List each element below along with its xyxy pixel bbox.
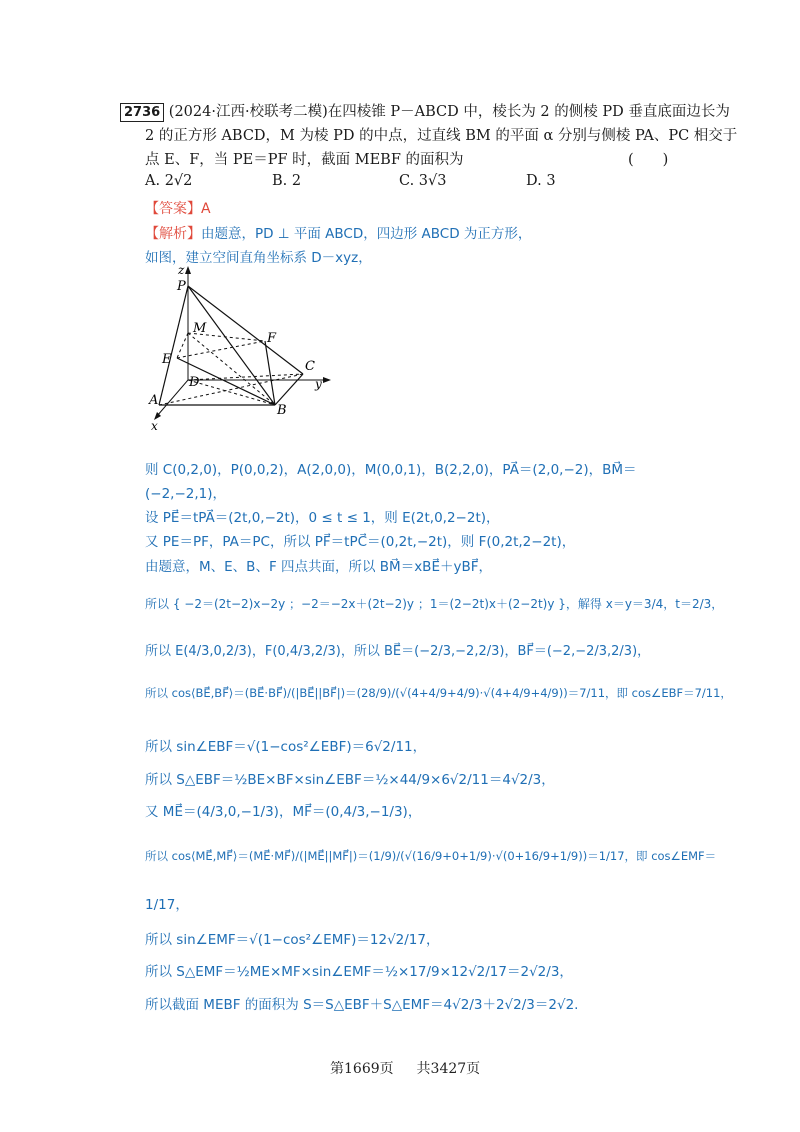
solution-line-12: 所以 cos⟨ME⃗,MF⃗⟩＝(ME⃗·MF⃗)/(|ME⃗||MF⃗|)＝(1/9)/(√(16/9+0+1/9)·√(0+16/9+1/9))＝1/17，即 cos∠EMF＝: [145, 849, 717, 863]
solution-line-15: 所以 S△EMF＝½ME×MF×sin∠EMF＝½×17/9×12√2/17＝2√2/3，: [145, 964, 573, 980]
solution-line-16: 所以截面 MEBF 的面积为 S＝S△EBF＋S△EMF＝4√2/3＋2√2/3＝2√2.: [145, 997, 579, 1013]
problem-text-1: (2024·江西·校联考二模)在四棱锥 P－ABCD 中，棱长为 2 的侧棱 PD 垂直底面边长为: [168, 104, 730, 120]
solution-line-8: 所以 cos⟨BE⃗,BF⃗⟩＝(BE⃗·BF⃗)/(|BE⃗||BF⃗|)＝(28/9)/(√(4+4/9+4/9)·√(4+4/9+4/9))＝7/11，即 cos∠EBF＝7/11，: [145, 686, 732, 700]
solution-line-9: 所以 sin∠EBF＝√(1−cos²∠EBF)＝6√2/11，: [145, 739, 427, 755]
edge-PB: [188, 286, 275, 405]
segment-EF: [177, 341, 265, 358]
problem-line-1: [120, 100, 730, 124]
solution-line-3: 设 PE⃗＝tPA⃗＝(2t,0,−2t)，0 ≤ t ≤ 1，则 E(2t,0,2−2t)，: [145, 510, 500, 526]
segment-FB: [265, 341, 275, 405]
pyramid-figure: [145, 262, 345, 432]
segment-ME: [177, 333, 188, 358]
option-b: B. 2: [272, 173, 302, 189]
page-footer: [330, 1058, 480, 1078]
label-M: M: [193, 321, 207, 336]
page-number: 第1669页: [330, 1061, 394, 1077]
solution-line-4: 又 PE＝PF，PA＝PC，所以 PF⃗＝tPC⃗＝(0,2t,−2t)，则 F(0,2t,2−2t)，: [145, 534, 576, 550]
label-D: D: [189, 375, 200, 390]
page-total: 共3427页: [416, 1061, 481, 1077]
y-arrow: [323, 377, 331, 383]
label-x: x: [151, 419, 158, 432]
analysis-line-1: [145, 222, 531, 243]
edge-DC: [188, 374, 303, 380]
solution-line-1: 则 C(0,2,0)，P(0,0,2)，A(2,0,0)，M(0,0,1)，B(2,2,0)，PA⃗＝(2,0,−2)，BM⃗＝: [145, 462, 637, 478]
solution-line-6: 所以 { −2＝(2t−2)x−2y ；−2＝−2x＋(2t−2)y ；1＝(2−2t)x＋(2−2t)y }，解得 x＝y＝3/4，t＝2/3，: [145, 597, 724, 611]
label-B: B: [277, 403, 287, 418]
answer-paren: ( ): [628, 152, 669, 168]
edge-PA: [159, 286, 188, 405]
solution-line-5: 由题意，M、E、B、F 四点共面，所以 BM⃗＝xBE⃗＋yBF⃗，: [145, 559, 492, 575]
label-C: C: [305, 359, 315, 374]
answer-value: A: [201, 201, 211, 217]
problem-line-3: 点 E、F，当 PE＝PF 时，截面 MEBF 的面积为: [145, 152, 464, 168]
option-a: A. 2√2: [145, 173, 193, 189]
label-A: A: [149, 393, 159, 408]
solution-line-14: 所以 sin∠EMF＝√(1−cos²∠EMF)＝12√2/17，: [145, 932, 440, 948]
label-P: P: [177, 279, 186, 294]
answer-label: 【答案】: [145, 201, 201, 217]
problem-number: 2736: [120, 103, 164, 122]
solution-line-7: 所以 E(4/3,0,2/3)，F(0,4/3,2/3)，所以 BE⃗＝(−2/3,−2,2/3)，BF⃗＝(−2,−2/3,2/3)，: [145, 644, 651, 659]
answer-line: [145, 198, 211, 218]
solution-line-13: 1/17，: [145, 897, 189, 913]
problem-line-2: 2 的正方形 ABCD，M 为棱 PD 的中点，过直线 BM 的平面 α 分别与侧棱 PA、PC 相交于: [145, 128, 738, 144]
x-axis: [157, 380, 188, 416]
analysis-label: 【解析】: [145, 226, 201, 242]
solution-line-2: (−2,−2,1)，: [145, 486, 227, 502]
option-d: D. 3: [526, 173, 556, 189]
edge-BC: [275, 374, 303, 405]
segment-AC: [159, 374, 303, 405]
label-z: z: [178, 263, 185, 277]
label-E: E: [162, 352, 172, 367]
analysis-text-1: 由题意，PD ⊥ 平面 ABCD，四边形 ABCD 为正方形，: [201, 226, 532, 242]
option-c: C. 3√3: [399, 173, 447, 189]
label-y: y: [315, 377, 322, 391]
solution-line-10: 所以 S△EBF＝½BE×BF×sin∠EBF＝½×44/9×6√2/11＝4√2/3，: [145, 772, 555, 788]
z-arrow: [185, 266, 191, 274]
solution-line-11: 又 ME⃗＝(4/3,0,−1/3)，MF⃗＝(0,4/3,−1/3)，: [145, 804, 422, 820]
label-F: F: [267, 331, 277, 346]
analysis-line-2: 如图，建立空间直角坐标系 D－xyz，: [145, 250, 372, 266]
